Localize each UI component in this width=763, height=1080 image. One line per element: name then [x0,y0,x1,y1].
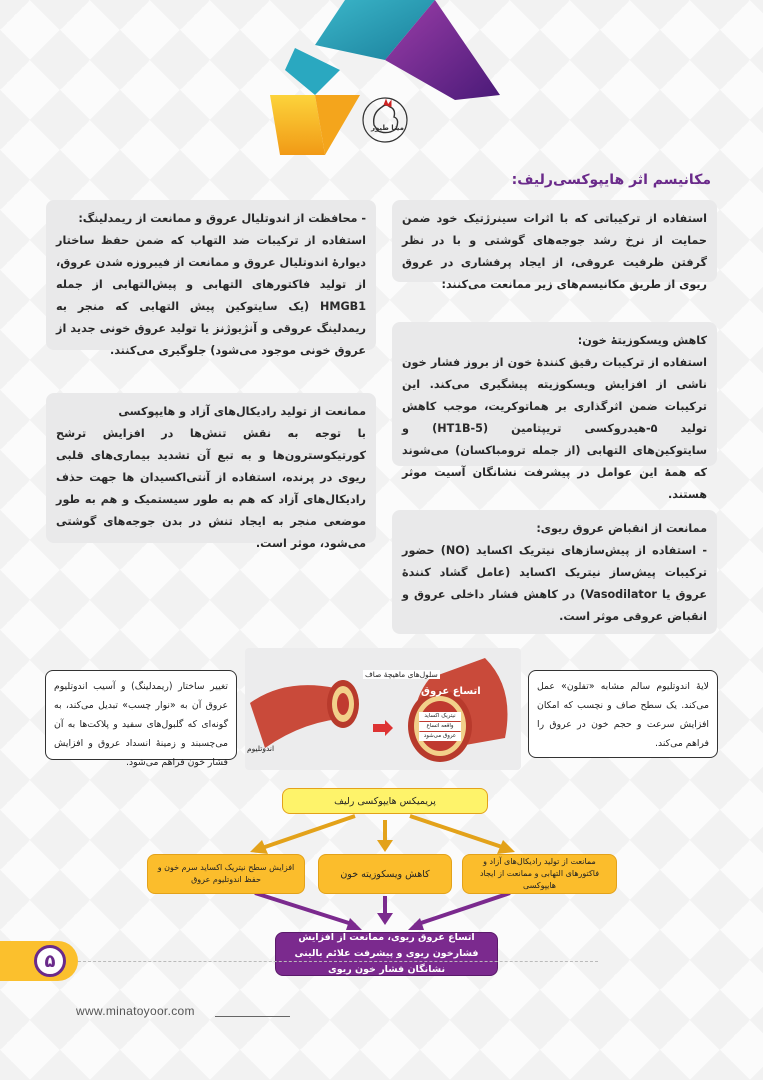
website-url[interactable]: www.minatoyoor.com [76,1004,195,1018]
flow-premix-box: پریمیکس هایپوکسی رلیف [282,788,488,814]
caption-left: تغییر ساختار (ریمدلینگ) و آسیب اندوتلیوم عروق آن به «نوار چسب» تبدیل می‌کند، به گونه‌ای که گلبول‌های سفید و پلاکت‌ها به آن می‌چسبند و زمینۀ انسداد عروق و افزایش فشار خون فراهم می‌شود. [45,670,237,760]
flow-radicals-box: ممانعت از تولید رادیکال‌های آزاد و فاکتورهای التهابی و ممانعت از ایجاد هایپوکسی [462,854,617,894]
flow-result-box: اتساع عروق ریوی، ممانعت از افزایش فشارخون ریوی و پیشرفت علائم بالینی نشانگان فشار خون ریوی [275,932,498,976]
endothelium-text: استفاده از ترکیبات ضد التهاب که ضمن حفظ ساختار دیوارۀ اندوتلیال عروق و ممانعت از فیبروزه شدن عروق، از تولید فاکتورهای التهابی و پیش‌التهابی از جمله HMGB1 (یک سایتوکین پیش التهابی که منجر به ریمدلینگ عروقی و آنژیوژنز یا تولید عروق خونی جدید از عروق خونی موجود می‌شود) جلوگیری می‌کنند. [56,234,366,357]
radicals-title: ممانعت از تولید رادیکال‌های آزاد و هایپوکسی [118,405,366,418]
flow-no-box: افزایش سطح نیتریک اکساید سرم خون و حفظ اندوتلیوم عروق [147,854,305,894]
page-number: ۵ [34,945,66,977]
flow-viscosity-box: کاهش ویسکوزیته خون [318,854,452,894]
radicals-text: با توجه به نقش تنش‌ها در افزایش ترشح کورتیکوسترون‌ها و به تبع آن تشدید بیماری‌های قلبی ریوی در پرنده، استفاده از آنتی‌اکسیدان ها جهت حذف رادیکال‌های آزاد که هم به طور سیستمیک و هم به طور موضعی منجر به ایجاد تنش در بدن جوجه‌های گوشتی می‌شود، موثر است. [56,427,366,550]
intro-text: استفاده از ترکیباتی که با اثرات سینرژتیک خود ضمن حمایت از نرخ رشد جوجه‌های گوشتی و با در نظر گرفتن ظرفیت عروقی، از ایجاد پرفشاری در عروق ریوی از طریق مکانیسم‌های زیر ممانعت می‌کنند: [402,212,707,291]
vessel-label-no-b: واقعه اتساع [419,722,461,731]
vasoconstriction-title: ممانعت از انقباض عروق ریوی: [536,522,707,535]
vasoconstriction-text: - استفاده از پیش‌سازهای نیتریک اکساید (NO) حضور ترکیبات پیش‌ساز نیتریک اکساید (عامل گشاد کنندۀ عروق یا Vasodilator) در کاهش فشار داخلی عروق و انقباض عروقی موثر است. [402,544,707,623]
vessel-label-dilation: اتساع عروق [421,686,481,697]
brand-name: مینا طیور [371,124,404,132]
vessel-label-muscle: سلول‌های ماهیچۀ صاف [365,670,438,679]
vessel-label-endothelium: اندوتلیوم [247,744,275,753]
vessel-label-no-c: عروق می‌شود [419,732,461,741]
viscosity-text: استفاده از ترکیبات رقیق کنندۀ خون از بروز فشار خون ناشی از افزایش ویسکوزیته پیشگیری می‌کند. این ترکیبات ضمن اثرگذاری بر هماتوکریت، موجب کاهش تولید ۵-هیدروکسی تریپتامین (HT1B-5) و سایتوکین‌های التهابی (از جمله ترومباکسان) می‌شوند که همۀ این عوامل در پیشرفت نشانگان آسیت موثر هستند. [402,356,708,501]
endothelium-title: - محافظت از اندوتلیال عروق و ممانعت از ریمدلینگ: [78,212,366,225]
url-underline [215,1016,290,1017]
vessel-label-no-a: نیتریک اکساید [419,712,461,721]
caption-right: لایۀ اندوتلیوم سالم مشابه «تفلون» عمل می‌کند. یک سطح صاف و نچسب که امکان افزایش سرعت و حجم خون در عروق را فراهم می‌کند. [528,670,718,758]
section-heading: مکانیسم اثر هایپوکسی‌رلیف: [511,172,711,188]
viscosity-title: کاهش ویسکوزیتۀ خون: [577,334,707,347]
page-divider [78,961,598,962]
